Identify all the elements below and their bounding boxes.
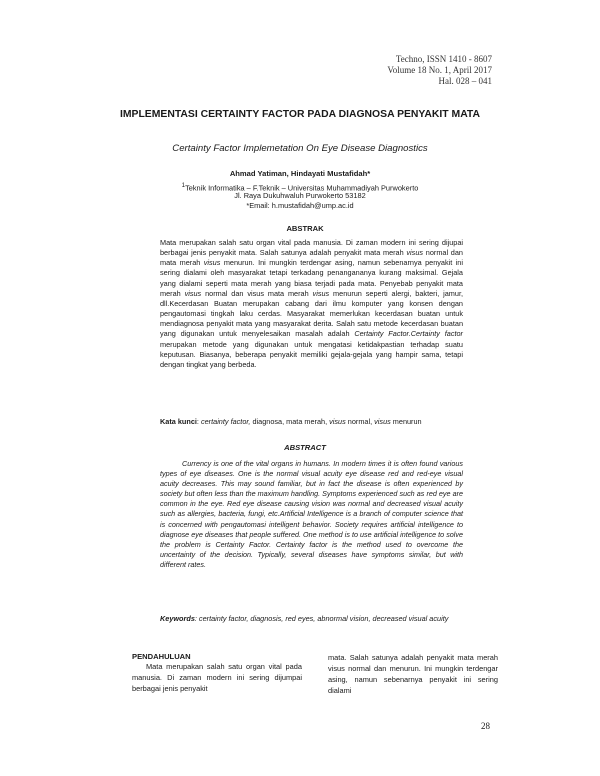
keywords-label: Keywords — [160, 614, 195, 623]
kata-kunci-term: certainty factor, — [200, 417, 251, 426]
abstrak-body — [160, 238, 463, 370]
abstrak-term: visus — [406, 248, 424, 258]
paper-title: IMPLEMENTASI CERTAINTY FACTOR PADA DIAGNOSA PENYAKIT MATA — [119, 109, 481, 120]
kata-kunci-text: diagnosa, mata merah, — [250, 417, 330, 426]
abstrak-term: Certainty Factor.Certainty factor — [354, 329, 463, 339]
keywords — [160, 614, 463, 624]
journal-issn: Techno, ISSN 1410 - 8607 — [395, 54, 492, 64]
affiliation-text1: Teknik Informatika – F.Teknik – Universitas Muhammadiyah Purwokerto — [185, 183, 419, 193]
paper-subtitle: Certainty Factor Implemetation On Eye Disease Diagnostics — [172, 143, 428, 154]
journal-pages: Hal. 028 – 041 — [438, 76, 492, 86]
abstrak-text: menurun. Ini mungkin terdengar asing, namun sebenarnya penyakit ini sering dialami oleh masyarakat tetapi terkadang penangananya kurang maksimal. Gejala yang dialami seperti mata merah yang biasa terjadi pada mata. Penyebab penyakit mata merah — [160, 258, 463, 298]
pendahuluan-left-column: Mata merupakan salah satu organ vital pada manusia. Di zaman modern ini sering dijumpai berbagai jenis penyakit — [132, 662, 302, 693]
kata-kunci-term: visus — [374, 417, 391, 426]
abstrak-text: normal dan visus mata merah — [201, 288, 313, 298]
keywords-text: : certainty factor, diagnosis, red eyes, abnormal vision, decreased visual acuity — [194, 614, 449, 623]
abstrak-term: visus — [203, 258, 221, 268]
kata-kunci-text: menurun — [390, 417, 422, 426]
kata-kunci-label: Kata kunci — [160, 417, 197, 426]
section-heading-pendahuluan: PENDAHULUAN — [132, 652, 191, 661]
kata-kunci-colon: : — [196, 417, 201, 426]
kata-kunci-text: normal, — [345, 417, 375, 426]
abstrak-text: Mata merupakan salah satu organ vital pada manusia. Di zaman modern ini sering dijupai berbagai jenis penyakit mata. Salah satunya adalah penyakit mata merah — [160, 238, 463, 258]
abstrak-term: visus — [312, 288, 330, 298]
abstrak-heading: ABSTRAK — [286, 224, 324, 233]
kata-kunci — [160, 417, 463, 427]
page-number: 28 — [481, 721, 490, 731]
pendahuluan-right-column: mata. Salah satunya adalah penyakit mata merah visus normal dan menurun. Ini mungkin terdengar asing, namun sebenarnya penyakit ini sering dialami — [328, 653, 498, 695]
abstrak-term: visus — [184, 288, 202, 298]
abstrak-text: merupakan metode yang digunakan untuk mengatasi ketidakpastian terhadap suatu keputusan. Biasanya, beberapa penyakit memiliki gejala-gejala yang hampir sama, tetapi dengan tingkat yang berbeda. — [160, 339, 463, 369]
kata-kunci-term: visus — [329, 417, 346, 426]
abstrak-text: menurun seperti alergi, bakteri, jamur, dll.Kecerdasan Buatan merupakan cabang dari ilmu komputer yang konsen dengan pengautomasi tingkah laku cerdas. Masyarakat memerlukan kecerdasan buatan untuk mendiagnosa penyakit mata yang masyarakat derita. Salah satu metode kecerdasan buatan yang digunakan untuk menyelesaikan masalah adalah — [160, 288, 463, 339]
journal-volume: Volume 18 No. 1, April 2017 — [387, 65, 492, 75]
authors: Ahmad Yatiman, Hindayati Mustafidah* — [229, 169, 371, 178]
affiliation-line2: Jl. Raya Dukuhwaluh Purwokerto 53182 — [234, 191, 366, 200]
journal-info — [387, 54, 492, 87]
abstract-heading: ABSTRACT — [284, 443, 326, 452]
abstrak-text: normal dan mata merah — [160, 248, 463, 268]
abstract-body: Currency is one of the vital organs in humans. In modern times it is often found various types of eye diseases. One is the normal visual acuity eye disease red and red-eye visual acuity decreases. This may sound familiar, but in fact the disease is often experienced by society but often less than the maximum handling. Symptoms experienced such as red eye are common in the eye. Red eye disease causing vision was normal and decreased visual acuity such as allergies, bacteria, fungi, etc.Artificial Intelligence is a branch of computer science that is concerned with pengautomasi intelligent behavior. Society requires artificial intelligence to diagnose eye diseases that people suffered. One method is to use artificial intelligence to solve the problem is Certainty Factor. Certainty factor is the method used to overcome the uncertainty of the decision. Typically, several diseases have symptoms similar, but with different rates. — [160, 459, 463, 569]
affiliation-email: *Email: h.mustafidah@ump.ac.id — [246, 201, 354, 210]
affiliation-sup: 1 — [181, 182, 186, 189]
